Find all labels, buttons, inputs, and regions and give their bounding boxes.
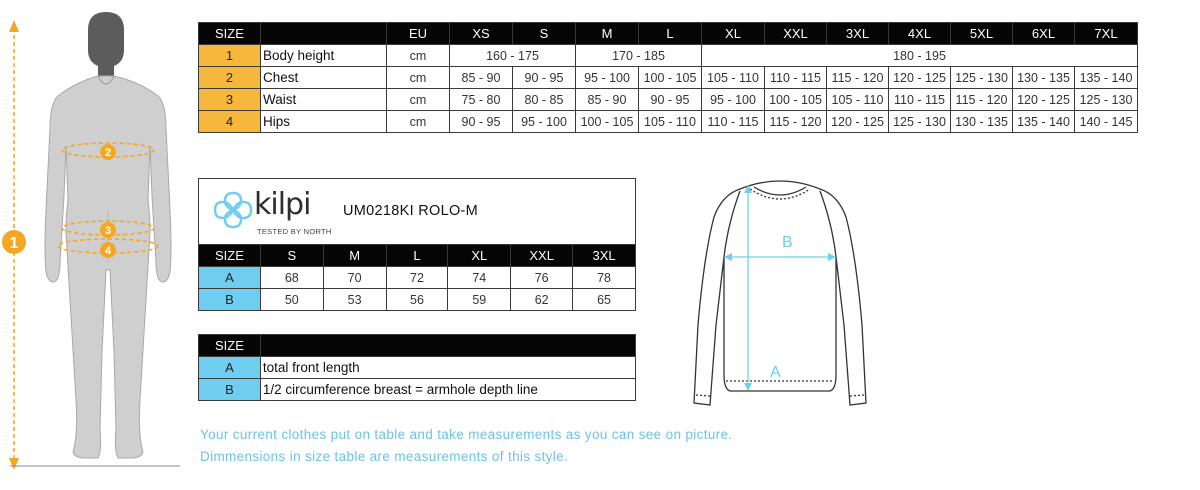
size-table-header-eu: EU	[387, 23, 450, 45]
style-value-cell: 62	[511, 289, 573, 311]
size-range-cell: 180 - 195	[702, 45, 1138, 67]
size-table-header-5xl: 5XL	[951, 23, 1013, 45]
style-table-body	[199, 267, 636, 311]
size-row-unit: cm	[387, 45, 450, 67]
size-range-cell: 105 - 110	[639, 111, 702, 133]
size-range-cell: 100 - 105	[765, 89, 827, 111]
style-value-cell: 76	[511, 267, 573, 289]
size-range-cell: 135 - 140	[1075, 67, 1138, 89]
size-range-cell: 170 - 185	[576, 45, 702, 67]
style-value-cell: 50	[260, 289, 323, 311]
brand-name: kilpi	[254, 187, 311, 222]
size-range-cell: 80 - 85	[513, 89, 576, 111]
style-table-header-xl: XL	[448, 245, 511, 267]
size-row-name: Hips	[261, 111, 387, 133]
style-table-header	[199, 245, 636, 267]
legend-table-header-empty	[260, 335, 635, 357]
style-table-header-m: M	[323, 245, 386, 267]
size-row-name: Body height	[261, 45, 387, 67]
size-row-unit: cm	[387, 89, 450, 111]
size-table-header-xl: XL	[702, 23, 765, 45]
size-row-number: 4	[199, 111, 261, 133]
size-row-name: Waist	[261, 89, 387, 111]
brand-tagline: TESTED BY NORTH	[257, 227, 332, 236]
garment-label-b: B	[782, 234, 793, 251]
style-value-cell: 56	[386, 289, 448, 311]
style-header-box	[198, 178, 636, 244]
size-range-cell: 130 - 135	[951, 111, 1013, 133]
marker-2	[100, 144, 116, 160]
size-row-number: 1	[199, 45, 261, 67]
style-code: UM0218KI ROLO-M	[343, 203, 479, 219]
size-range-cell: 120 - 125	[827, 111, 889, 133]
style-value-cell: 78	[573, 267, 636, 289]
style-table-header-xxl: XXL	[511, 245, 573, 267]
style-value-cell: 74	[448, 267, 511, 289]
style-table-row	[199, 267, 636, 289]
legend-table	[198, 334, 636, 401]
garment-label-a: A	[770, 364, 781, 381]
instruction-note-2: Dimmensions in size table are measurements of this style.	[200, 449, 569, 464]
style-measurement-table	[198, 244, 636, 311]
size-row-number: 2	[199, 67, 261, 89]
size-row-number: 3	[199, 89, 261, 111]
size-table-header-6xl: 6XL	[1013, 23, 1075, 45]
size-range-cell: 125 - 130	[889, 111, 951, 133]
size-range-cell: 140 - 145	[1075, 111, 1138, 133]
style-table-header-size: SIZE	[199, 245, 261, 267]
legend-text-a: total front length	[260, 357, 635, 379]
style-value-cell: 53	[323, 289, 386, 311]
style-row-label: B	[199, 289, 261, 311]
size-range-cell: 90 - 95	[639, 89, 702, 111]
marker-1	[2, 230, 26, 254]
size-row-name: Chest	[261, 67, 387, 89]
style-value-cell: 68	[260, 267, 323, 289]
size-range-cell: 135 - 140	[1013, 111, 1075, 133]
size-table-header-l: L	[639, 23, 702, 45]
size-table-header-4xl: 4XL	[889, 23, 951, 45]
size-range-cell: 110 - 115	[702, 111, 765, 133]
marker-4	[100, 242, 116, 258]
size-table-header-xs: XS	[450, 23, 513, 45]
size-table-header-name	[261, 23, 387, 45]
size-range-cell: 125 - 130	[1075, 89, 1138, 111]
size-range-cell: 105 - 110	[702, 67, 765, 89]
size-range-cell: 75 - 80	[450, 89, 513, 111]
long-sleeve-shirt-icon	[690, 175, 870, 415]
style-value-cell: 65	[573, 289, 636, 311]
size-table-header-7xl: 7XL	[1075, 23, 1138, 45]
marker-3	[100, 222, 116, 238]
garment-diagram	[690, 175, 870, 415]
size-range-cell: 120 - 125	[1013, 89, 1075, 111]
size-range-cell: 90 - 95	[513, 67, 576, 89]
size-range-cell: 90 - 95	[450, 111, 513, 133]
style-value-cell: 70	[323, 267, 386, 289]
size-range-cell: 115 - 120	[827, 67, 889, 89]
style-table-header-s: S	[260, 245, 323, 267]
size-table-row	[199, 89, 1138, 111]
style-value-cell: 59	[448, 289, 511, 311]
size-table-row	[199, 111, 1138, 133]
size-table-header-m: M	[576, 23, 639, 45]
size-table-header-3xl: 3XL	[827, 23, 889, 45]
legend-row-a	[199, 357, 636, 379]
size-table-header-xxl: XXL	[765, 23, 827, 45]
legend-label-a: A	[199, 357, 261, 379]
style-row-label: A	[199, 267, 261, 289]
legend-row-b	[199, 379, 636, 401]
body-measurement-figure	[0, 0, 190, 490]
size-range-cell: 100 - 105	[639, 67, 702, 89]
marker-2-label: 2	[104, 147, 112, 159]
size-range-cell: 95 - 100	[702, 89, 765, 111]
style-value-cell: 72	[386, 267, 448, 289]
size-range-cell: 130 - 135	[1013, 67, 1075, 89]
size-range-cell: 85 - 90	[576, 89, 639, 111]
body-silhouette	[0, 0, 190, 490]
kilpi-knot-logo	[211, 189, 255, 231]
style-table-header-3xl: 3XL	[573, 245, 636, 267]
size-range-cell: 110 - 115	[889, 89, 951, 111]
size-range-cell: 110 - 115	[765, 67, 827, 89]
size-row-unit: cm	[387, 111, 450, 133]
size-range-cell: 160 - 175	[450, 45, 576, 67]
legend-table-header-size: SIZE	[199, 335, 261, 357]
size-range-cell: 100 - 105	[576, 111, 639, 133]
size-range-cell: 115 - 120	[765, 111, 827, 133]
size-range-cell: 85 - 90	[450, 67, 513, 89]
size-table-row	[199, 45, 1138, 67]
size-table-body	[199, 45, 1138, 133]
size-table	[198, 22, 1138, 133]
size-range-cell: 105 - 110	[827, 89, 889, 111]
size-table-header-s: S	[513, 23, 576, 45]
size-table-row	[199, 67, 1138, 89]
size-table-header-size: SIZE	[199, 23, 261, 45]
size-range-cell: 95 - 100	[513, 111, 576, 133]
legend-label-b: B	[199, 379, 261, 401]
marker-3-label: 3	[104, 225, 112, 237]
legend-table-header	[199, 335, 636, 357]
size-range-cell: 95 - 100	[576, 67, 639, 89]
style-table-header-l: L	[386, 245, 448, 267]
marker-4-label: 4	[104, 245, 112, 257]
instruction-note-1: Your current clothes put on table and take measurements as you can see on picture.	[200, 427, 733, 442]
size-table-header	[199, 23, 1138, 45]
style-table-row	[199, 289, 636, 311]
size-range-cell: 120 - 125	[889, 67, 951, 89]
size-range-cell: 125 - 130	[951, 67, 1013, 89]
legend-text-b: 1/2 circumference breast = armhole depth line	[260, 379, 635, 401]
size-range-cell: 115 - 120	[951, 89, 1013, 111]
marker-1-label: 1	[9, 235, 19, 252]
size-row-unit: cm	[387, 67, 450, 89]
